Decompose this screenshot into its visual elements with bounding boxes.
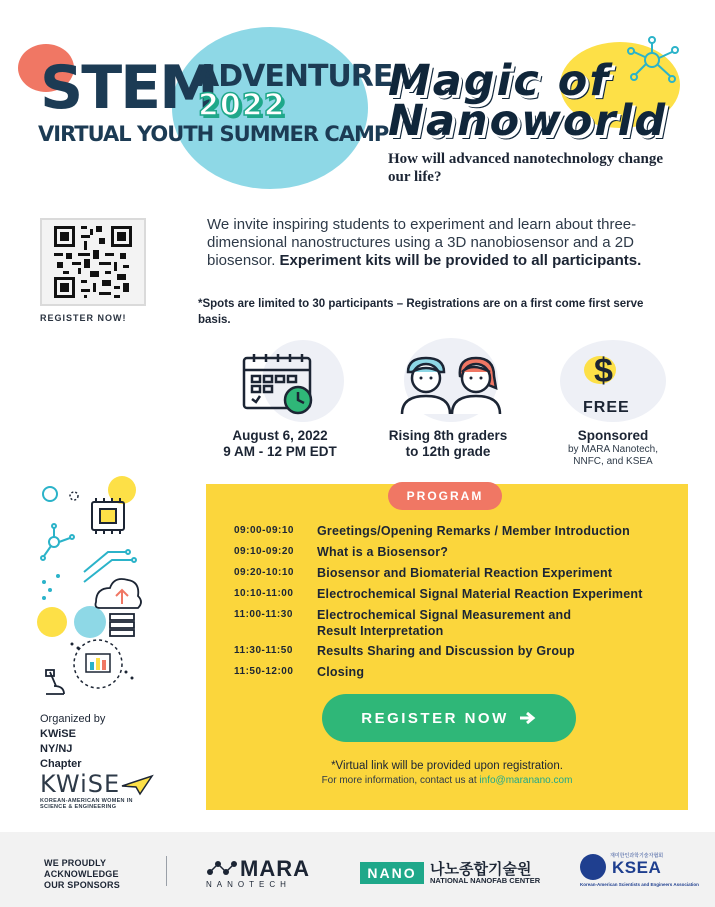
acknowledge-line1: WE PROUDLY [44,858,107,868]
program-item-continued: Result Interpretation [317,624,444,638]
ksea-korean-name: 재미한인과학기술자협회 [610,853,664,859]
program-time: 09:10-09:20 [234,546,294,557]
subtitle: How will advanced nanotechnology change our life? [388,151,664,185]
contact-note [206,775,688,786]
camp-title: VIRTUAL YOUTH SUMMER CAMP [38,122,389,146]
free-label: FREE [583,399,630,416]
program-item: What is a Biosensor? [317,545,449,559]
organizer-line4: Chapter [40,758,82,770]
program-time: 11:00-11:30 [234,609,293,620]
kwise-logo-subtitle: KOREAN-AMERICAN WOMEN IN SCIENCE & ENGINEERING [40,798,133,810]
paper-plane-icon [120,774,154,796]
magic-title-line2: Nanoworld [388,96,668,146]
adventure-title: ADVENTURE [196,59,393,94]
organizer-line1: Organized by [40,713,106,725]
spots-note: *Spots are limited to 30 participants – Registrations are on a first come first serve basis. [198,298,644,326]
mara-logo: MARA [240,856,310,881]
qr-code-graphic [54,226,132,298]
kwise-logo: KWiSE [40,770,121,798]
program-time: 09:00-09:10 [234,525,294,536]
calendar-icon [240,352,320,418]
mara-logo-subtitle: NANOTECH [206,880,291,889]
contact-prefix: For more information, contact us at [321,775,480,786]
nnfc-korean-name: 나노종합기술원 [430,861,532,878]
virtual-link-note: *Virtual link will be provided upon registration. [331,760,563,772]
molecule-icon [626,36,682,86]
acknowledge-text [44,858,120,891]
sponsor-footer [0,832,715,907]
grade-line1: Rising 8th graders [388,428,508,443]
acknowledge-line2: ACKNOWLEDGE [44,869,119,879]
organizer-line2: KWiSE [40,728,76,740]
qr-register-label: REGISTER NOW! [40,313,127,323]
program-item: Electrochemical Signal Measurement and [317,608,572,622]
grade-line2: to 12th grade [405,444,491,459]
magic-title-line1: Magic of [388,56,611,106]
ksea-logo: KSEA [612,858,662,877]
contact-email-link[interactable]: info@maranano.com [479,775,573,786]
students-icon [398,354,502,416]
sponsored-title: Sponsored [577,428,649,443]
program-time: 10:10-11:00 [234,588,294,599]
date-line1: August 6, 2022 [232,428,328,443]
dollar-icon: $ [594,352,613,390]
acknowledge-line3: OUR SPONSORS [44,880,120,890]
nanotech-illustration [34,472,144,704]
date-line2: 9 AM - 12 PM EDT [223,444,337,459]
program-item: Greetings/Opening Remarks / Member Introduction [317,524,630,538]
program-time: 11:30-11:50 [234,645,293,656]
intro-text-bold: Experiment kits will be provided to all participants. [279,252,642,269]
intro-text: We invite inspiring students to experiment and learn about three-dimensional nanostructures using a 3D nanobiosensor and a 2D biosensor. [207,216,637,269]
program-time: 11:50-12:00 [234,666,294,677]
intro-paragraph [207,216,677,270]
nnfc-english-name: NATIONAL NANOFAB CENTER [430,876,541,885]
program-item: Biosensor and Biomaterial Reaction Experiment [317,566,613,580]
organizer-block [40,712,105,772]
program-panel [206,484,688,810]
program-item: Results Sharing and Discussion by Group [317,644,575,658]
arrow-right-icon [519,711,537,725]
year-title: 2022 [198,88,286,123]
program-item: Electrochemical Signal Material Reaction Experiment [317,587,643,601]
register-now-label: REGISTER NOW [361,709,509,727]
register-now-button[interactable] [322,694,576,742]
stem-title: STEM [40,53,217,123]
ksea-subtitle: Korean-American Scientists and Engineers Association [580,882,699,887]
organizer-line3: NY/NJ [40,743,73,755]
program-item: Closing [317,665,365,679]
mara-logo-mark-icon [206,860,238,878]
program-time: 09:20-10:10 [234,567,294,578]
nnfc-logo-box: NANO [360,862,424,884]
program-title: PROGRAM [388,482,502,510]
sponsored-line2: NNFC, and KSEA [573,456,653,467]
ksea-seal-icon [580,854,606,880]
sponsored-line1: by MARA Nanotech, [567,444,659,455]
footer-divider [166,856,167,886]
qr-code[interactable] [40,218,146,306]
